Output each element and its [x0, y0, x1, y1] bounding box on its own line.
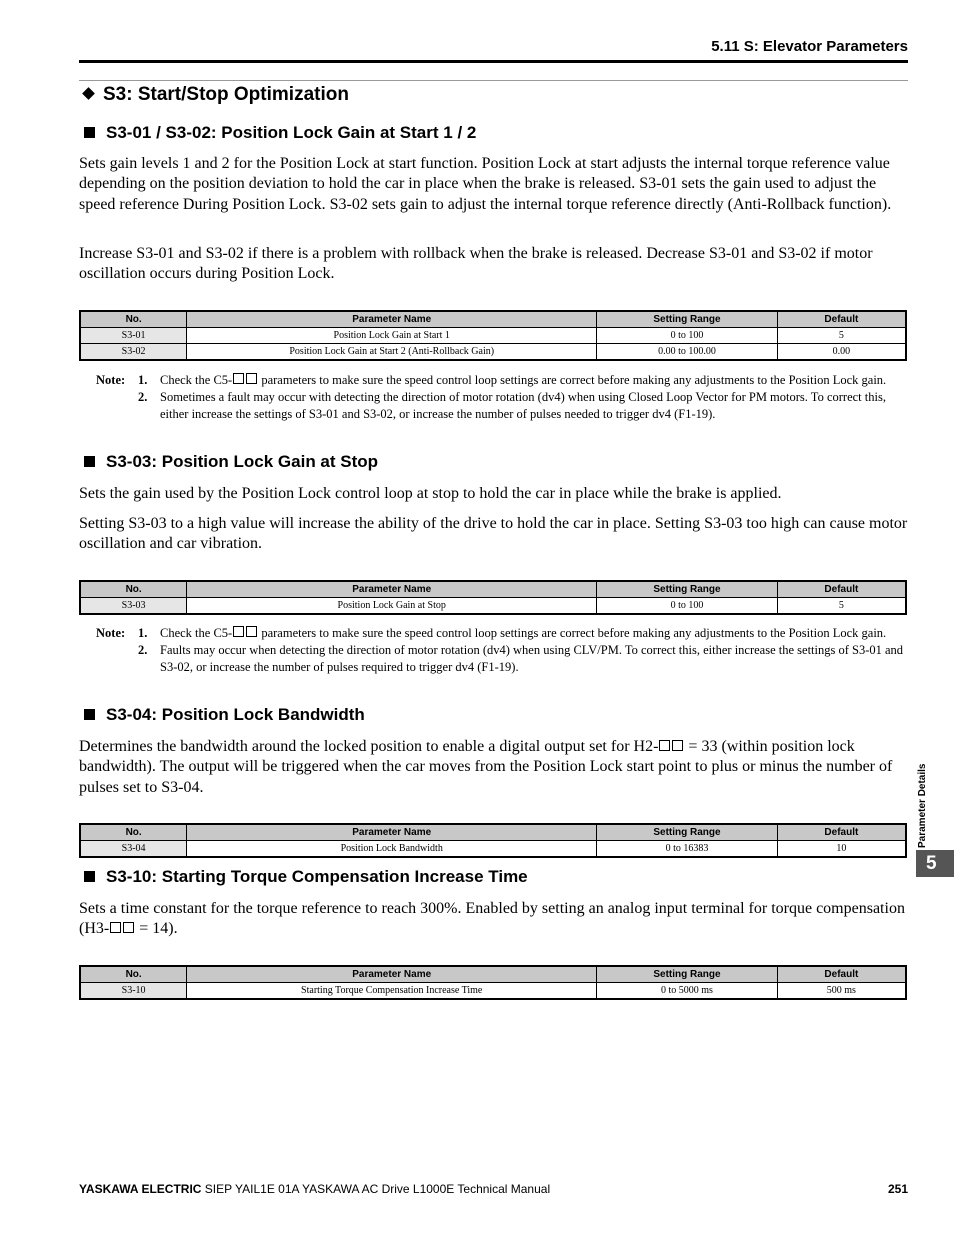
parameter-table-s3-01	[79, 310, 907, 361]
square-bullet-icon	[84, 127, 95, 138]
column-header-range: Setting Range	[597, 966, 778, 983]
footer	[79, 1182, 550, 1196]
table-header-row	[80, 311, 906, 328]
paragraph: Sets a time constant for the torque reference to reach 300%. Enabled by setting an analog input terminal for torque compensation (H3- = 14).	[79, 900, 905, 938]
note-text: Check the C5- parameters to make sure the speed control loop settings are correct before making any adjustments to the Position Lock gain.	[160, 373, 887, 387]
param-no: S3-01	[80, 328, 187, 344]
note-item	[96, 642, 910, 676]
paragraph: Setting S3-03 to a high value will increase the ability of the drive to hold the car in place. Setting S3-03 too high can cause motor oscillation and car vibration.	[79, 515, 908, 553]
table-row	[80, 841, 906, 858]
note-text: Faults may occur when detecting the direction of motor rotation (dv4) when using CLV/PM. To correct this, either increase the settings of S3-01 and S3-02, or increase the number of pulses required to trigger dv4 (F1-19).	[160, 642, 904, 674]
note-number: 1.	[138, 626, 148, 640]
note-label: Note:	[96, 626, 126, 640]
param-no: S3-02	[80, 344, 187, 361]
param-default: 10	[777, 841, 906, 858]
placeholder-box-icon	[110, 922, 121, 933]
subsection-title-s3-10: S3-10: Starting Torque Compensation Increase Time	[84, 867, 528, 887]
table-row	[80, 983, 906, 1000]
notes-block	[96, 372, 910, 422]
note-item	[96, 389, 910, 423]
paragraph: Sets the gain used by the Position Lock control loop at stop to hold the car in place while the brake is applied.	[79, 485, 782, 502]
table-row	[80, 598, 906, 615]
paragraph: Determines the bandwidth around the locked position to enable a digital output set for H2- = 33 (within position lock bandwidth). The output will be triggered when the car moves from the Position Lock start point to plus or minus the number of pulses set to S3-04.	[79, 738, 893, 796]
column-header-name: Parameter Name	[187, 311, 597, 328]
side-tab-chapter-number: 5	[916, 850, 954, 877]
column-header-default: Default	[777, 966, 906, 983]
section-header: 5.11 S: Elevator Parameters	[711, 38, 908, 55]
note-text: Check the C5- parameters to make sure the speed control loop settings are correct before making any adjustments to the Position Lock gain.	[160, 626, 887, 640]
footer-manual-title: SIEP YAIL1E 01A YASKAWA AC Drive L1000E Technical Manual	[201, 1182, 551, 1196]
param-no: S3-04	[80, 841, 187, 858]
square-bullet-icon	[84, 456, 95, 467]
param-no: S3-10	[80, 983, 187, 1000]
parameter-table-s3-03	[79, 580, 907, 615]
param-range: 0 to 16383	[597, 841, 778, 858]
placeholder-box-icon	[123, 922, 134, 933]
paragraph: Sets gain levels 1 and 2 for the Position Lock at start function. Position Lock at start adjusts the internal torque reference value depending on the position deviation to hold the car in place when the brake is released. S3-01 sets the gain used to adjust the speed reference During Position Lock. S3-02 sets gain to adjust the internal torque reference directly (Anti-Rollback function).	[79, 155, 892, 213]
header-subrule	[79, 80, 908, 81]
header-rule	[79, 60, 908, 63]
notes-block	[96, 625, 910, 675]
subsection-title-s3-04: S3-04: Position Lock Bandwidth	[84, 705, 365, 725]
column-header-range: Setting Range	[597, 824, 778, 841]
table-row	[80, 328, 906, 344]
placeholder-box-icon	[672, 740, 683, 751]
param-default: 5	[777, 328, 906, 344]
param-name: Position Lock Gain at Stop	[187, 598, 597, 615]
paragraph: Increase S3-01 and S3-02 if there is a problem with rollback when the brake is released. Decrease S3-01 and S3-02 if motor oscillation occurs during Position Lock.	[79, 245, 873, 283]
column-header-no: No.	[80, 824, 187, 841]
column-header-default: Default	[777, 311, 906, 328]
placeholder-box-icon	[659, 740, 670, 751]
param-name: Position Lock Bandwidth	[187, 841, 597, 858]
note-number: 2.	[138, 389, 148, 404]
diamond-bullet-icon	[82, 88, 95, 101]
column-header-no: No.	[80, 311, 187, 328]
note-number: 2.	[138, 642, 148, 657]
param-default: 500 ms	[777, 983, 906, 1000]
table-header-row	[80, 824, 906, 841]
placeholder-box-icon	[233, 626, 244, 637]
note-item	[96, 372, 910, 389]
placeholder-box-icon	[233, 373, 244, 384]
param-range: 0 to 5000 ms	[597, 983, 778, 1000]
parameter-table-s3-04	[79, 823, 907, 858]
column-header-default: Default	[777, 824, 906, 841]
placeholder-box-icon	[246, 626, 257, 637]
note-item	[96, 625, 910, 642]
param-name: Position Lock Gain at Start 1	[187, 328, 597, 344]
table-header-row	[80, 966, 906, 983]
parameter-table-s3-10	[79, 965, 907, 1000]
column-header-name: Parameter Name	[187, 581, 597, 598]
table-header-row	[80, 581, 906, 598]
param-range: 0 to 100	[597, 598, 778, 615]
note-label: Note:	[96, 373, 126, 387]
side-tab-label: Parameter Details	[917, 763, 928, 848]
param-range: 0.00 to 100.00	[597, 344, 778, 361]
subsection-title-s3-01: S3-01 / S3-02: Position Lock Gain at Start 1 / 2	[84, 123, 476, 143]
note-number: 1.	[138, 373, 148, 387]
param-no: S3-03	[80, 598, 187, 615]
table-row	[80, 344, 906, 361]
footer-brand: YASKAWA ELECTRIC	[79, 1182, 202, 1196]
page-number: 251	[887, 1182, 908, 1196]
column-header-no: No.	[80, 966, 187, 983]
param-name: Position Lock Gain at Start 2 (Anti-Rollback Gain)	[187, 344, 597, 361]
column-header-name: Parameter Name	[187, 824, 597, 841]
param-default: 5	[777, 598, 906, 615]
section-title: S3: Start/Stop Optimization	[82, 84, 349, 106]
square-bullet-icon	[84, 871, 95, 882]
square-bullet-icon	[84, 709, 95, 720]
param-range: 0 to 100	[597, 328, 778, 344]
param-name: Starting Torque Compensation Increase Time	[187, 983, 597, 1000]
subsection-title-s3-03: S3-03: Position Lock Gain at Stop	[84, 452, 378, 472]
column-header-default: Default	[777, 581, 906, 598]
column-header-name: Parameter Name	[187, 966, 597, 983]
column-header-no: No.	[80, 581, 187, 598]
placeholder-box-icon	[246, 373, 257, 384]
note-text: Sometimes a fault may occur with detecting the direction of motor rotation (dv4) when using Closed Loop Vector for PM motors. To correct this, either increase the settings of S3-01 and S3-02, or increase the number of pulses needed to trigger dv4 (F1-19).	[160, 389, 886, 421]
column-header-range: Setting Range	[597, 311, 778, 328]
param-default: 0.00	[777, 344, 906, 361]
column-header-range: Setting Range	[597, 581, 778, 598]
